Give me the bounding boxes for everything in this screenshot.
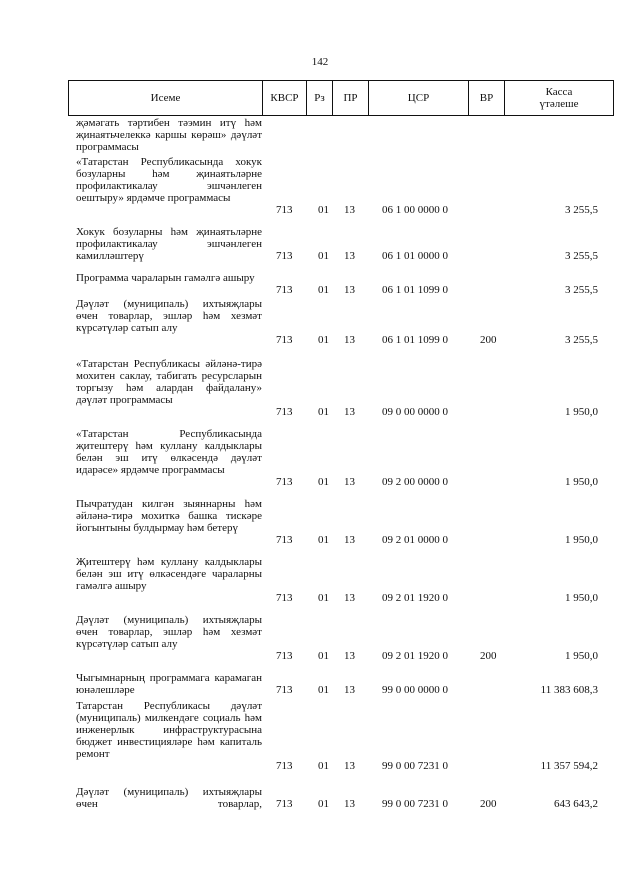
- row-name: «Татарстан Республикасында җитештерү һәм куллану калдыклары белән эш итү өлкәсендә дәүләт идарәсе» ярдәмче программасы: [76, 428, 262, 476]
- row-csr: 09 2 01 0000 0: [382, 534, 448, 546]
- header-name: Исеме: [69, 81, 263, 115]
- row-kassa: 3 255,5: [565, 250, 598, 262]
- row-kvsr: 713: [276, 592, 293, 604]
- row-name: җәмәгать тәртибен тәэмин итү һәм җинаятьчелеккә каршы көрәш» дәүләт программасы: [76, 117, 262, 153]
- row-pr: 13: [344, 684, 355, 696]
- row-kassa: 643 643,2: [554, 798, 598, 810]
- row-kvsr: 713: [276, 406, 293, 418]
- row-rz: 01: [318, 406, 329, 418]
- row-rz: 01: [318, 534, 329, 546]
- row-rz: 01: [318, 204, 329, 216]
- row-name: «Татарстан Республикасы әйләнә-тирә мохитен саклау, табигать ресурсларын торгызу һәм алардан файдалану» дәүләт программасы: [76, 358, 262, 406]
- header-kassa: Касса үтәлеше: [539, 86, 579, 110]
- row-kvsr: 713: [276, 650, 293, 662]
- row-rz: 01: [318, 650, 329, 662]
- row-csr: 09 2 00 0000 0: [382, 476, 448, 488]
- row-pr: 13: [344, 592, 355, 604]
- row-rz: 01: [318, 476, 329, 488]
- row-name: Татарстан Республикасы дәүләт (муниципаль) милкендәге социаль һәм инженерлык инфраструктурасына бюджет инвестицияләре һәм капиталь ремонт: [76, 700, 262, 760]
- row-pr: 13: [344, 334, 355, 346]
- row-kvsr: 713: [276, 534, 293, 546]
- row-kvsr: 713: [276, 684, 293, 696]
- row-vr: 200: [480, 798, 497, 810]
- page-number: 142: [311, 56, 329, 68]
- row-pr: 13: [344, 534, 355, 546]
- row-csr: 06 1 00 0000 0: [382, 204, 448, 216]
- row-name: Чыгымнарның программага карамаган юнәлешләре: [76, 672, 262, 696]
- row-pr: 13: [344, 406, 355, 418]
- row-kassa: 3 255,5: [565, 204, 598, 216]
- row-csr: 06 1 01 1099 0: [382, 284, 448, 296]
- row-kvsr: 713: [276, 798, 293, 810]
- row-csr: 99 0 00 0000 0: [382, 684, 448, 696]
- row-kassa: 1 950,0: [565, 406, 598, 418]
- row-csr: 09 2 01 1920 0: [382, 650, 448, 662]
- row-kassa: 1 950,0: [565, 650, 598, 662]
- row-rz: 01: [318, 798, 329, 810]
- row-name: «Татарстан Республикасында хокук бозуларны һәм җинаятьләрне профилактикалау эшчәнлеген оештыру» ярдәмче программасы: [76, 156, 262, 204]
- row-kassa: 11 357 594,2: [540, 760, 598, 772]
- row-rz: 01: [318, 284, 329, 296]
- row-kvsr: 713: [276, 284, 293, 296]
- row-pr: 13: [344, 284, 355, 296]
- row-kvsr: 713: [276, 476, 293, 488]
- row-name: Пычратудан килгән зыяннарны һәм әйләнә-тирә мохиткә башка тискәре йогынтыны булдырмау һәм бетерү: [76, 498, 262, 534]
- header-vr: ВР: [469, 81, 505, 115]
- row-pr: 13: [344, 476, 355, 488]
- row-kassa: 3 255,5: [565, 284, 598, 296]
- row-kvsr: 713: [276, 250, 293, 262]
- row-pr: 13: [344, 760, 355, 772]
- row-rz: 01: [318, 334, 329, 346]
- row-vr: 200: [480, 334, 497, 346]
- row-csr: 99 0 00 7231 0: [382, 760, 448, 772]
- row-rz: 01: [318, 592, 329, 604]
- row-name: Дәүләт (муниципаль) ихтыяҗлары өчен товарлар, эшләр һәм хезмәт күрсәтүләр сатып алу: [76, 614, 262, 650]
- row-kvsr: 713: [276, 760, 293, 772]
- header-kvsr: КВСР: [263, 81, 307, 115]
- row-name: Җитештерү һәм куллану калдыклары белән эш итү өлкәсендәге чараларны гамәлгә ашыру: [76, 556, 262, 592]
- header-csr: ЦСР: [369, 81, 469, 115]
- row-kassa: 3 255,5: [565, 334, 598, 346]
- row-csr: 06 1 01 0000 0: [382, 250, 448, 262]
- row-name: Хокук бозуларны һәм җинаятьләрне профилактикалау эшчәнлеген камилләштерү: [76, 226, 262, 262]
- row-kassa: 11 383 608,3: [540, 684, 598, 696]
- row-pr: 13: [344, 204, 355, 216]
- row-vr: 200: [480, 650, 497, 662]
- row-pr: 13: [344, 798, 355, 810]
- row-kvsr: 713: [276, 204, 293, 216]
- row-name: Дәүләт (муниципаль) ихтыяҗлары өчен товарлар, эшләр һәм хезмәт күрсәтүләр сатып алу: [76, 298, 262, 334]
- row-kassa: 1 950,0: [565, 534, 598, 546]
- row-kassa: 1 950,0: [565, 476, 598, 488]
- row-kvsr: 713: [276, 334, 293, 346]
- row-pr: 13: [344, 250, 355, 262]
- row-csr: 09 2 01 1920 0: [382, 592, 448, 604]
- header-rz: Рз: [307, 81, 333, 115]
- header-pr: ПР: [333, 81, 369, 115]
- row-kassa: 1 950,0: [565, 592, 598, 604]
- row-pr: 13: [344, 650, 355, 662]
- row-name: Программа чараларын гамәлгә ашыру: [76, 272, 255, 284]
- row-csr: 99 0 00 7231 0: [382, 798, 448, 810]
- row-rz: 01: [318, 760, 329, 772]
- row-rz: 01: [318, 250, 329, 262]
- row-name: Дәүләт (муниципаль) ихтыяҗлары өчен товарлар,: [76, 786, 262, 810]
- row-csr: 06 1 01 1099 0: [382, 334, 448, 346]
- row-rz: 01: [318, 684, 329, 696]
- row-csr: 09 0 00 0000 0: [382, 406, 448, 418]
